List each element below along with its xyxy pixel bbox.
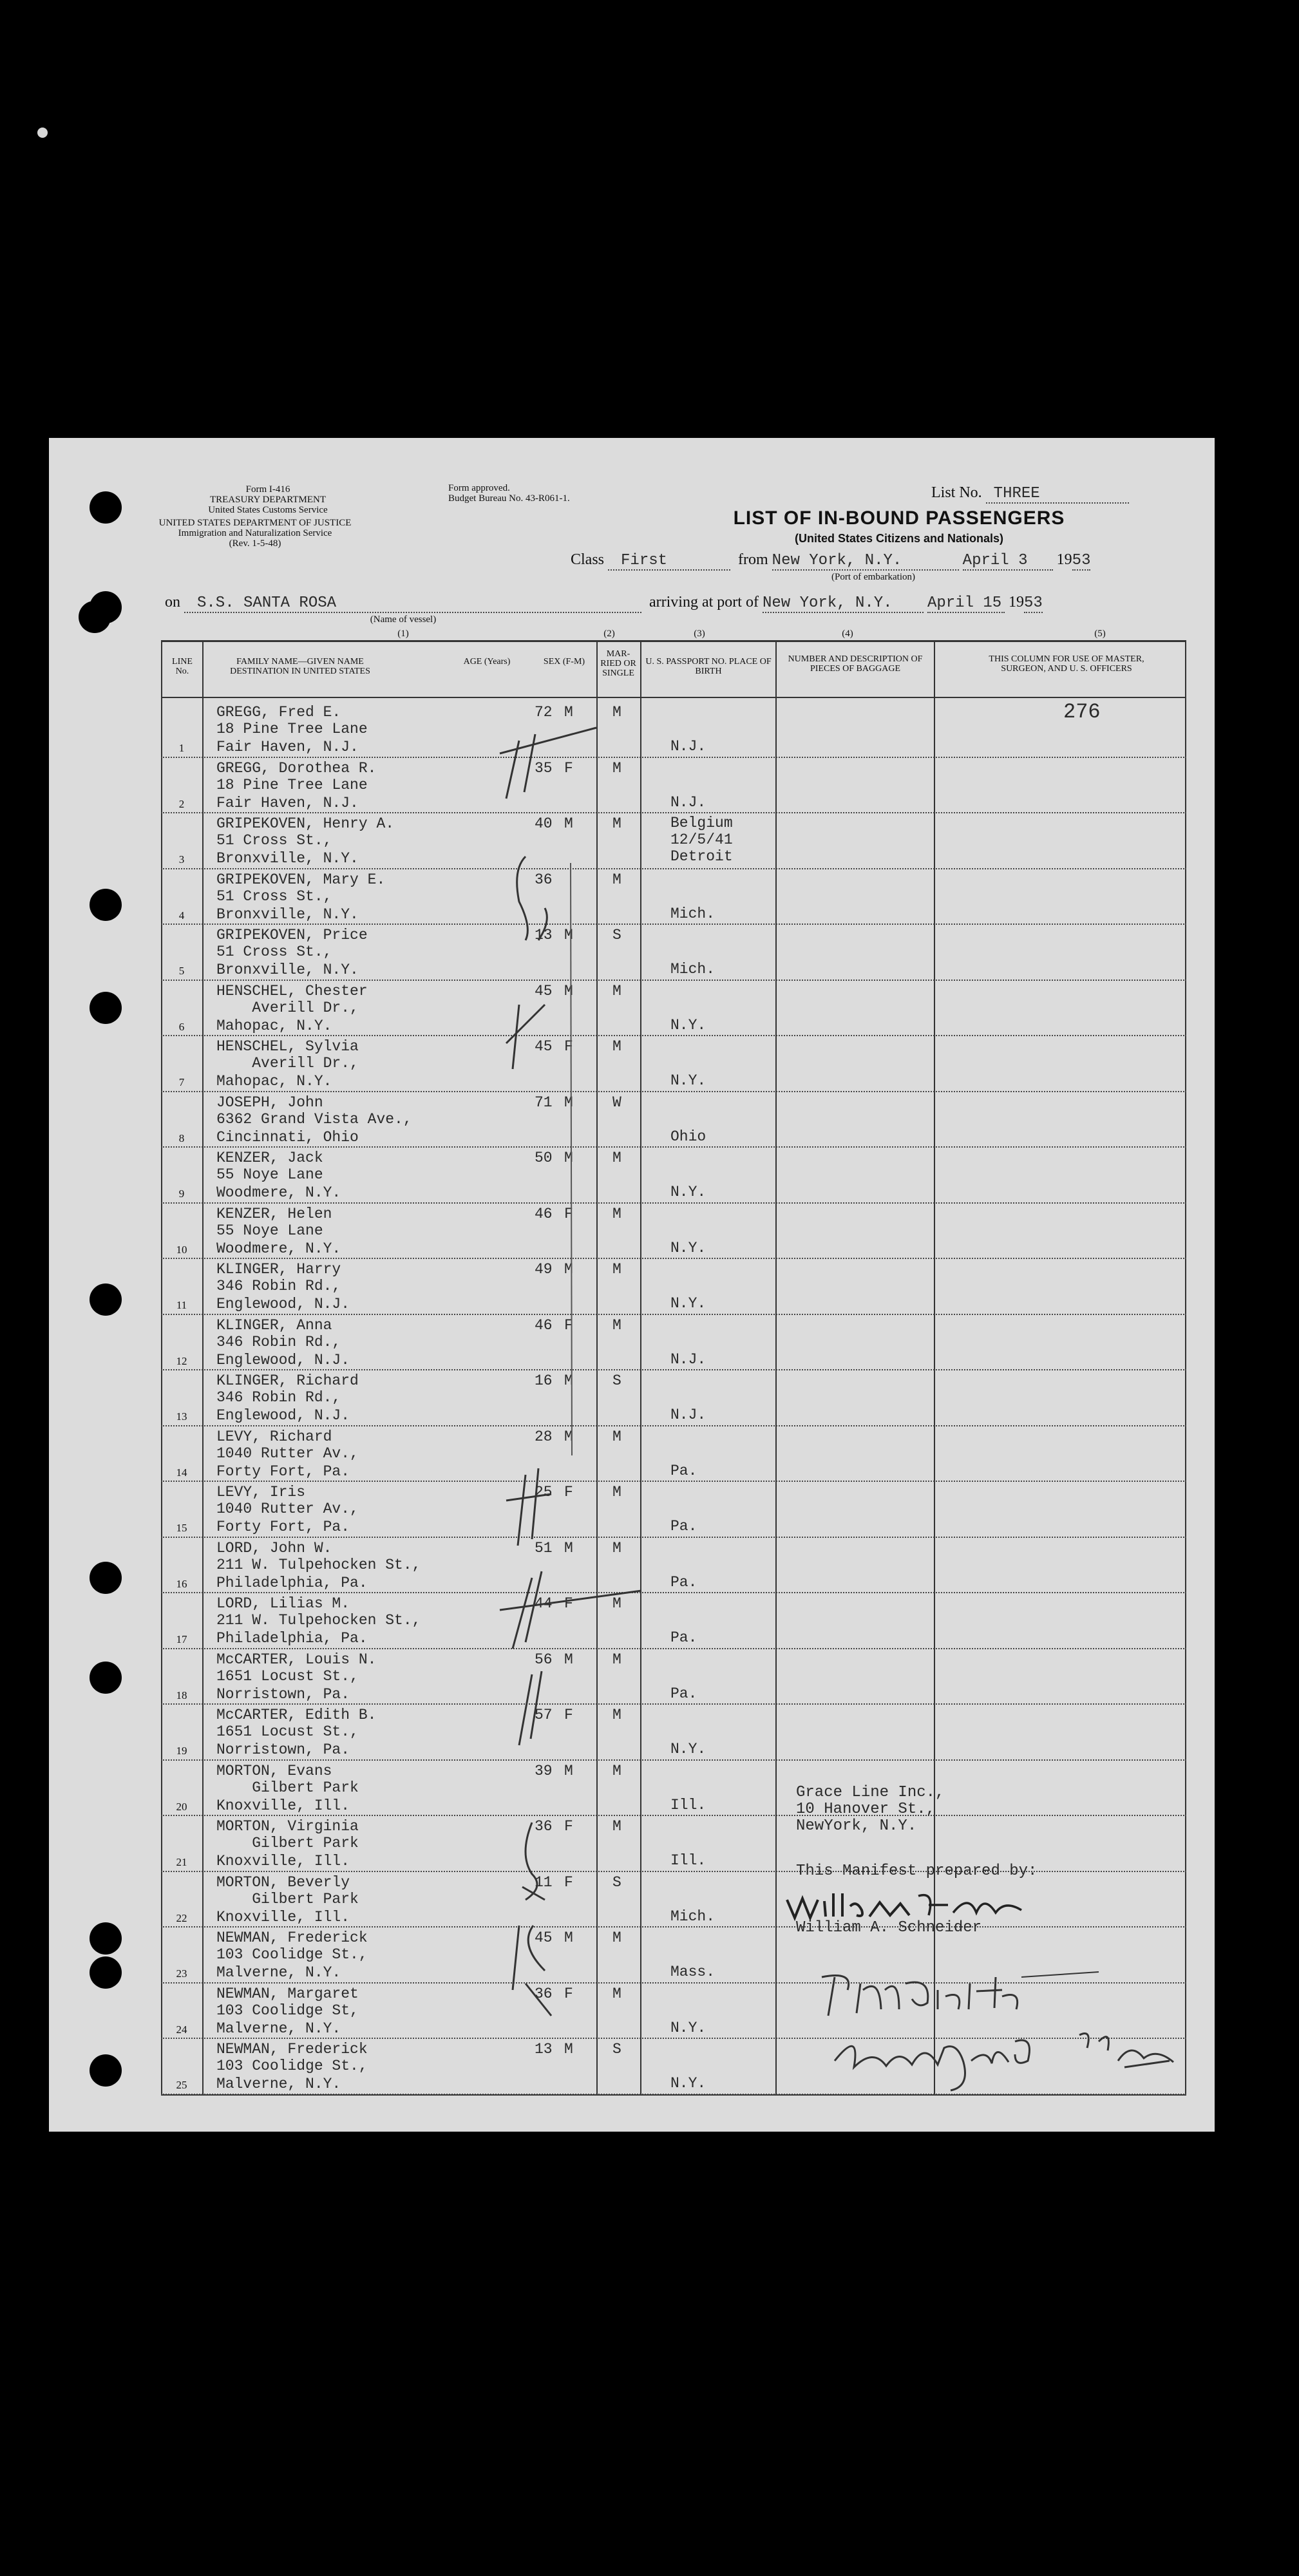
passenger-address: Gilbert Park: [216, 1779, 359, 1796]
passenger-address: 103 Coolidge St.,: [216, 2058, 368, 2074]
passenger-city: Englewood, N.J.: [216, 1407, 350, 1424]
passenger-birthplace: N.Y.: [670, 1239, 706, 1256]
passenger-address: 51 Cross St.,: [216, 832, 332, 849]
passenger-birthplace: N.J.: [670, 793, 706, 811]
passenger-sex: M: [564, 982, 573, 999]
passenger-age: 11: [535, 1873, 553, 1891]
header-marital: MAR-RIED OR SINGLE: [600, 649, 636, 678]
passenger-birthplace: Pa.: [670, 1462, 697, 1479]
passenger-sex: F: [564, 1595, 573, 1612]
passenger-name: HENSCHEL, Sylvia: [216, 1038, 359, 1055]
line-number: 10: [176, 1243, 187, 1256]
passenger-address: 6362 Grand Vista Ave.,: [216, 1110, 412, 1128]
passenger-age: 36: [535, 1818, 553, 1835]
passenger-address: Gilbert Park: [216, 1835, 359, 1852]
passenger-marital-status: M: [612, 1261, 621, 1278]
passenger-city: Fair Haven, N.J.: [216, 739, 359, 755]
passenger-name: JOSEPH, John: [216, 1094, 323, 1111]
column-divider: [202, 640, 204, 2096]
column-number: (3): [694, 629, 705, 639]
passenger-address: Gilbert Park: [216, 1890, 359, 1908]
line-number: 4: [178, 909, 185, 922]
column-divider: [775, 640, 777, 2096]
passenger-marital-status: S: [612, 2041, 621, 2058]
line-number: 20: [176, 1800, 187, 1813]
doj-block: UNITED STATES DEPARTMENT OF JUSTICE Immigration and Naturalization Service (Rev. 1-5-48): [158, 518, 352, 549]
passenger-marital-status: M: [612, 1985, 621, 2002]
passenger-age: 50: [535, 1150, 553, 1166]
passenger-age: 72: [535, 704, 553, 721]
dust-speck: [37, 128, 48, 138]
line-number: 6: [178, 1020, 185, 1033]
passenger-age: 45: [535, 1929, 553, 1946]
prepared-by-label: This Manifest prepared by:: [796, 1862, 1038, 1880]
line-number: 2: [178, 797, 185, 810]
row-rule: [161, 980, 1186, 981]
row-rule: [161, 1314, 1186, 1315]
passenger-name: LEVY, Iris: [216, 1484, 306, 1501]
passenger-birthplace: Mich.: [670, 1908, 716, 1925]
passenger-marital-status: M: [612, 1929, 621, 1946]
passenger-name: NEWMAN, Margaret: [216, 1985, 359, 2002]
passenger-sex: M: [564, 1372, 573, 1389]
row-rule: [161, 1146, 1186, 1148]
passenger-marital-status: M: [612, 1150, 621, 1166]
passenger-birthplace: Ill.: [670, 1852, 706, 1869]
passenger-age: 40: [535, 815, 553, 832]
passenger-sex: M: [564, 815, 573, 832]
row-rule: [161, 812, 1186, 813]
passenger-city: Bronxville, N.Y.: [216, 850, 359, 867]
passenger-name: KENZER, Helen: [216, 1205, 332, 1222]
line-number: 23: [176, 1967, 187, 1980]
passenger-name: GREGG, Fred E.: [216, 704, 341, 721]
table-border: [1185, 640, 1186, 2096]
passenger-age: 44: [535, 1595, 553, 1612]
passenger-city: Woodmere, N.Y.: [216, 1240, 341, 1257]
passenger-marital-status: M: [612, 1595, 621, 1612]
passenger-birthplace: N.Y.: [670, 2075, 706, 2092]
binder-hole: [90, 1562, 122, 1594]
header-officers: THIS COLUMN FOR USE OF MASTER, SURGEON, AND U. S. OFFICERS: [989, 654, 1144, 674]
passenger-marital-status: M: [612, 1762, 621, 1779]
table-border: [161, 640, 162, 2096]
row-rule: [161, 1592, 1186, 1593]
passenger-marital-status: W: [612, 1094, 621, 1111]
passenger-city: Malverne, N.Y.: [216, 2076, 341, 2092]
line-number: 7: [178, 1076, 185, 1088]
passenger-sex: M: [564, 1929, 573, 1946]
passenger-sex: M: [564, 1762, 573, 1779]
line-number: 25: [176, 2079, 187, 2091]
passenger-marital-status: S: [612, 927, 621, 943]
row-rule: [161, 1926, 1186, 1927]
passenger-address: 1651 Locust St.,: [216, 1667, 359, 1685]
passenger-marital-status: S: [612, 1873, 621, 1891]
form-id-block: Form I-416 TREASURY DEPARTMENT United States Customs Service: [208, 484, 328, 515]
passenger-address: 1040 Rutter Av.,: [216, 1501, 359, 1517]
passenger-marital-status: M: [612, 1707, 621, 1723]
passenger-city: Knoxville, Ill.: [216, 1853, 350, 1870]
officer-signature: [809, 1971, 1144, 2029]
passenger-city: Cincinnati, Ohio: [216, 1128, 359, 1146]
header-age: AGE (Years): [463, 657, 511, 667]
binder-hole: [90, 491, 122, 524]
passenger-age: 71: [535, 1094, 553, 1111]
row-rule: [161, 1537, 1186, 1538]
line-number: 3: [178, 853, 185, 866]
row-rule: [161, 1815, 1186, 1816]
line-number: 17: [176, 1633, 187, 1645]
passenger-address: 51 Cross St.,: [216, 887, 332, 905]
passenger-marital-status: M: [612, 1651, 621, 1668]
passenger-marital-status: M: [612, 1818, 621, 1835]
table-top-rule: [161, 640, 1186, 642]
row-rule: [161, 757, 1186, 758]
passenger-sex: F: [564, 1316, 573, 1334]
header-passport: U. S. PASSPORT NO. PLACE OF BIRTH: [645, 657, 772, 676]
passenger-birthplace: Pa.: [670, 1629, 697, 1646]
passenger-sex: F: [564, 1038, 573, 1055]
passenger-city: Fair Haven, N.J.: [216, 794, 359, 811]
line-number: 13: [176, 1410, 187, 1423]
passenger-city: Philadelphia, Pa.: [216, 1574, 368, 1591]
passenger-name: KLINGER, Richard: [216, 1372, 359, 1389]
passenger-city: Forty Fort, Pa.: [216, 1463, 350, 1480]
column-number: (2): [603, 629, 615, 639]
passenger-sex: F: [564, 1873, 573, 1891]
passenger-age: 36: [535, 871, 553, 888]
passenger-birthplace: N.Y.: [670, 1295, 706, 1312]
passenger-age: 57: [535, 1707, 553, 1723]
passenger-city: Mahopac, N.Y.: [216, 1073, 332, 1090]
passenger-marital-status: M: [612, 1316, 621, 1334]
company-street: 10 Hanover St.,: [796, 1801, 936, 1818]
passenger-birthplace: N.J.: [670, 1406, 706, 1423]
passenger-birthplace: N.J.: [670, 738, 706, 755]
row-rule: [161, 1091, 1186, 1092]
passenger-marital-status: M: [612, 1428, 621, 1445]
vessel-name-note: (Name of vessel): [370, 614, 437, 625]
passenger-address: 346 Robin Rd.,: [216, 1278, 341, 1294]
passenger-address: Averill Dr.,: [216, 999, 359, 1016]
line-number: 21: [176, 1856, 187, 1868]
line-number: 14: [176, 1466, 187, 1479]
passenger-age: 45: [535, 1038, 553, 1055]
passenger-marital-status: M: [612, 982, 621, 999]
row-rule: [161, 1035, 1186, 1036]
row-rule: [161, 868, 1186, 869]
line-number: 18: [176, 1689, 187, 1701]
pencil-tally-marks: [461, 708, 654, 2061]
passenger-sex: M: [564, 704, 573, 721]
passenger-city: Bronxville, N.Y.: [216, 961, 359, 978]
column-number: (1): [397, 629, 409, 639]
passenger-sex: M: [564, 1428, 573, 1445]
passenger-sex: F: [564, 1484, 573, 1501]
passenger-birthplace: Pa.: [670, 1518, 697, 1535]
line-number: 24: [176, 2023, 187, 2036]
passenger-name: MORTON, Virginia: [216, 1818, 359, 1835]
passenger-name: LORD, Lilias M.: [216, 1595, 350, 1612]
passenger-name: KLINGER, Anna: [216, 1316, 332, 1334]
passenger-age: 56: [535, 1651, 553, 1668]
row-rule: [161, 1369, 1186, 1370]
officer-number: 276: [1063, 700, 1101, 724]
passenger-address: 1040 Rutter Av.,: [216, 1444, 359, 1462]
passenger-address: 1651 Locust St.,: [216, 1723, 359, 1740]
line-number: 22: [176, 1911, 187, 1924]
passenger-age: 51: [535, 1539, 553, 1557]
binder-hole: [90, 1922, 122, 1955]
preparer-signature: [783, 1887, 1028, 1926]
passenger-city: Englewood, N.J.: [216, 1351, 350, 1368]
passenger-city: Norristown, Pa.: [216, 1685, 350, 1703]
passenger-address: 18 Pine Tree Lane: [216, 776, 368, 793]
binder-hole: [90, 1662, 122, 1694]
passenger-birthplace: Ill.: [670, 1796, 706, 1814]
passenger-sex: F: [564, 1818, 573, 1835]
passenger-age: 35: [535, 759, 553, 777]
passenger-name: NEWMAN, Frederick: [216, 1929, 368, 1946]
company-city: NewYork, N.Y.: [796, 1817, 917, 1835]
passenger-city: Knoxville, Ill.: [216, 1797, 350, 1814]
binder-hole: [90, 889, 122, 921]
line-number: 5: [178, 965, 185, 977]
passenger-age: 28: [535, 1428, 553, 1445]
row-rule: [161, 1648, 1186, 1649]
row-rule: [161, 923, 1186, 925]
binder-hole: [90, 992, 122, 1024]
passenger-name: McCARTER, Edith B.: [216, 1707, 377, 1723]
passenger-marital-status: M: [612, 815, 621, 832]
passenger-address: 346 Robin Rd.,: [216, 1389, 341, 1406]
passenger-sex: M: [564, 1094, 573, 1111]
table-header-rule: [161, 697, 1186, 698]
passenger-marital-status: S: [612, 1372, 621, 1389]
passenger-address: Averill Dr.,: [216, 1055, 359, 1072]
passenger-age: 45: [535, 982, 553, 999]
passenger-age: 25: [535, 1484, 553, 1501]
passenger-birthplace: Pa.: [670, 1685, 697, 1702]
passenger-name: KLINGER, Harry: [216, 1261, 341, 1278]
passenger-sex: M: [564, 1539, 573, 1557]
passenger-address: 211 W. Tulpehocken St.,: [216, 1556, 421, 1573]
passenger-sex: F: [564, 1707, 573, 1723]
passenger-birthplace: N.J.: [670, 1350, 706, 1368]
passenger-marital-status: M: [612, 1484, 621, 1501]
passenger-age: 16: [535, 1372, 553, 1389]
passenger-address: 55 Noye Lane: [216, 1166, 323, 1183]
passenger-sex: F: [564, 1205, 573, 1222]
budget-approval: Form approved. Budget Bureau No. 43-R061-1.: [448, 483, 570, 504]
passenger-age: 46: [535, 1316, 553, 1334]
line-number: 15: [176, 1522, 187, 1534]
passenger-city: Malverne, N.Y.: [216, 2020, 341, 2037]
passenger-marital-status: M: [612, 1539, 621, 1557]
binder-hole: [79, 601, 111, 633]
passenger-name: GRIPEKOVEN, Henry A.: [216, 815, 395, 832]
passenger-name: GRIPEKOVEN, Mary E.: [216, 871, 386, 888]
passenger-city: Philadelphia, Pa.: [216, 1630, 368, 1647]
port-embarkation-note: (Port of embarkation): [831, 572, 915, 582]
passenger-sex: M: [564, 1261, 573, 1278]
row-rule: [161, 1481, 1186, 1482]
passenger-address: 18 Pine Tree Lane: [216, 721, 368, 737]
row-rule: [161, 1425, 1186, 1426]
passenger-city: Woodmere, N.Y.: [216, 1184, 341, 1201]
passenger-birthplace: Ohio: [670, 1128, 706, 1145]
binder-hole: [90, 2054, 122, 2087]
passenger-city: Englewood, N.J.: [216, 1296, 350, 1312]
row-rule: [161, 1202, 1186, 1204]
line-number: 9: [178, 1188, 185, 1200]
passenger-city: Bronxville, N.Y.: [216, 905, 359, 923]
preparer-name: William A. Schneider: [796, 1919, 982, 1937]
passenger-marital-status: M: [612, 704, 621, 721]
passenger-name: GRIPEKOVEN, Price: [216, 927, 368, 943]
passenger-age: 13: [535, 927, 553, 943]
passenger-address: 211 W. Tulpehocken St.,: [216, 1612, 421, 1629]
binder-hole: [90, 1956, 122, 1989]
column-number: (4): [842, 629, 853, 639]
passenger-birthplace: Mich.: [670, 905, 716, 922]
row-rule: [161, 1258, 1186, 1259]
passenger-age: 36: [535, 1985, 553, 2002]
passenger-city: Mahopac, N.Y.: [216, 1017, 332, 1034]
passenger-name: McCARTER, Louis N.: [216, 1651, 377, 1668]
line-number: 11: [176, 1299, 187, 1311]
manifest-sheet: [49, 438, 1215, 2132]
passenger-name: HENSCHEL, Chester: [216, 982, 368, 999]
passenger-name: KENZER, Jack: [216, 1150, 323, 1166]
passenger-sex: M: [564, 1651, 573, 1668]
passenger-name: NEWMAN, Frederick: [216, 2041, 368, 2058]
passenger-birthplace: N.Y.: [670, 1184, 706, 1200]
passenger-city: Knoxville, Ill.: [216, 1908, 350, 1926]
line-number: 8: [178, 1132, 185, 1144]
row-rule: [161, 2094, 1186, 2095]
passenger-marital-status: M: [612, 759, 621, 777]
header-line-no: LINE No.: [172, 657, 193, 676]
line-number: 16: [176, 1577, 187, 1590]
passenger-birthplace: Mich.: [670, 961, 716, 978]
passenger-name: LEVY, Richard: [216, 1428, 332, 1445]
passenger-marital-status: M: [612, 1205, 621, 1222]
passenger-address: 51 Cross St.,: [216, 943, 332, 960]
line-number: 12: [176, 1354, 187, 1367]
passenger-address: 103 Coolidge St.,: [216, 1946, 368, 1963]
passenger-birthplace: Belgium 12/5/41 Detroit: [670, 815, 733, 865]
vessel-line: on S.S. SANTA ROSA arriving at port of New York, N.Y. April 15 1953: [165, 594, 1043, 612]
passenger-marital-status: M: [612, 871, 621, 888]
passenger-city: Norristown, Pa.: [216, 1741, 350, 1758]
passenger-sex: M: [564, 2041, 573, 2058]
header-baggage: NUMBER AND DESCRIPTION OF PIECES OF BAGGAGE: [788, 654, 923, 674]
row-rule: [161, 1703, 1186, 1705]
passenger-age: 13: [535, 2041, 553, 2058]
header-name: FAMILY NAME—GIVEN NAME DESTINATION IN UNITED STATES: [230, 657, 370, 676]
passenger-age: 39: [535, 1762, 553, 1779]
class-line: Class First from New York, N.Y. April 3 1953: [571, 551, 1091, 569]
passenger-name: MORTON, Beverly: [216, 1873, 350, 1891]
passenger-age: 49: [535, 1261, 553, 1278]
passenger-marital-status: M: [612, 1038, 621, 1055]
passenger-address: 346 Robin Rd.,: [216, 1333, 341, 1350]
passenger-name: LORD, John W.: [216, 1539, 332, 1557]
line-number: 19: [176, 1745, 187, 1757]
passenger-birthplace: N.Y.: [670, 1072, 706, 1089]
binder-hole: [90, 1283, 122, 1316]
passenger-address: 103 Coolidge St,: [216, 2002, 359, 2019]
passenger-birthplace: Pa.: [670, 1573, 697, 1591]
passenger-address: 55 Noye Lane: [216, 1222, 323, 1239]
line-number: 1: [178, 742, 185, 754]
passenger-birthplace: N.Y.: [670, 2019, 706, 2036]
column-number: (5): [1094, 629, 1106, 639]
inspector-initials: [822, 2022, 1182, 2093]
passenger-birthplace: N.Y.: [670, 1741, 706, 1757]
header-sex: SEX (F-M): [543, 657, 585, 667]
passenger-age: 46: [535, 1205, 553, 1222]
passenger-city: Forty Fort, Pa.: [216, 1519, 350, 1535]
company-name: Grace Line Inc.,: [796, 1784, 945, 1801]
passenger-birthplace: Mass.: [670, 1964, 716, 1980]
passenger-sex: M: [564, 927, 573, 943]
row-rule: [161, 1759, 1186, 1761]
passenger-name: MORTON, Evans: [216, 1762, 332, 1779]
passenger-sex: F: [564, 759, 573, 777]
passenger-sex: F: [564, 1985, 573, 2002]
passenger-name: GREGG, Dorothea R.: [216, 759, 377, 777]
passenger-sex: M: [564, 1150, 573, 1166]
passenger-birthplace: N.Y.: [670, 1016, 706, 1034]
passenger-city: Malverne, N.Y.: [216, 1964, 341, 1981]
page-title: LIST OF IN-BOUND PASSENGERS: [733, 507, 1065, 529]
page-subtitle: (United States Citizens and Nationals): [794, 532, 1004, 545]
list-number: List No. THREE: [931, 484, 1129, 504]
